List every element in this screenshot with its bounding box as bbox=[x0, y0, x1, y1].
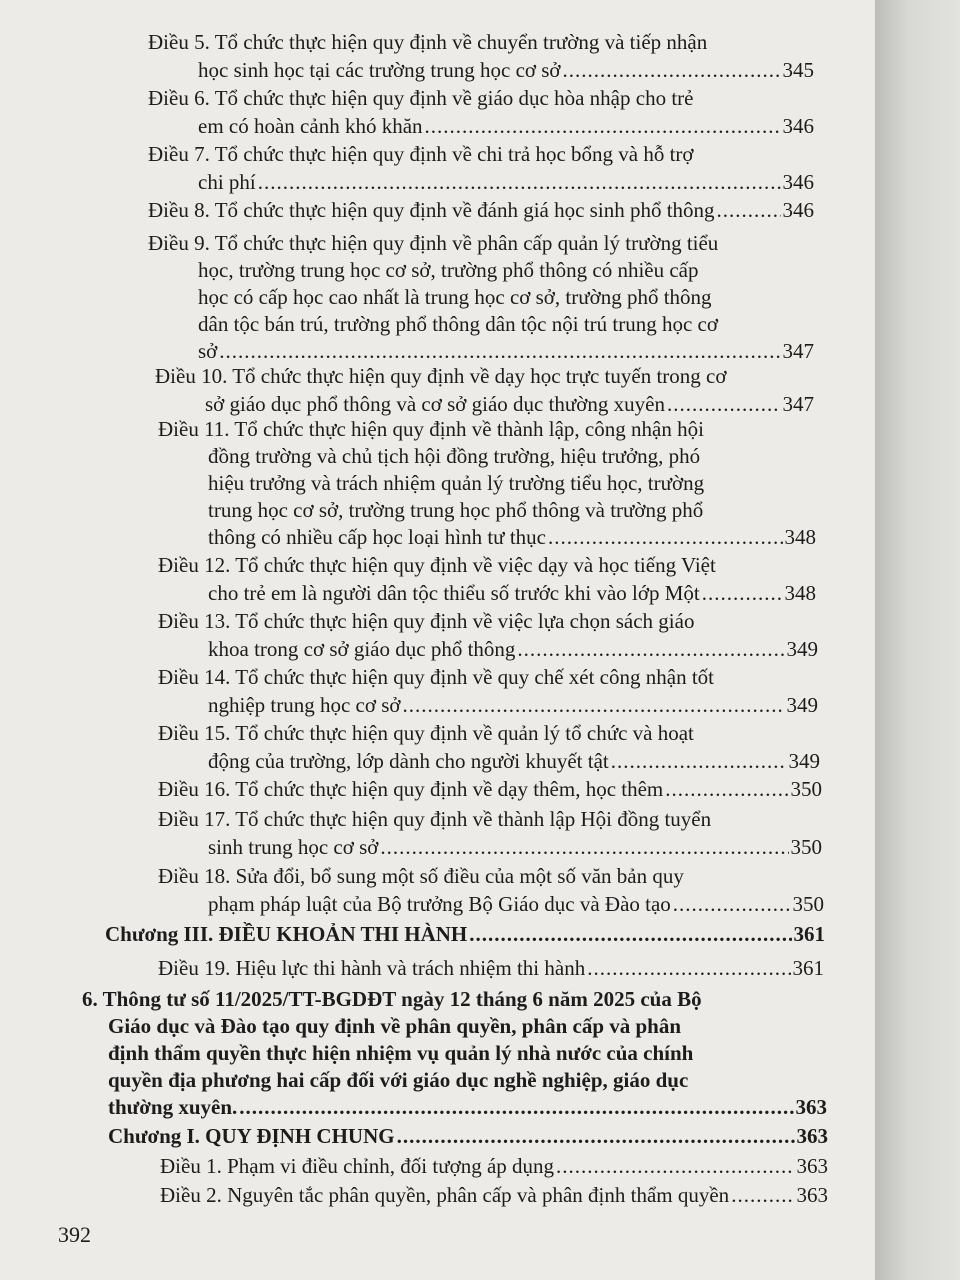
dot-leader bbox=[517, 635, 784, 663]
toc-entry-dieu-10 bbox=[155, 362, 814, 418]
page-ref: 361 bbox=[793, 922, 825, 946]
entry-line: Điều 16. Tổ chức thực hiện quy định về dạy thêm, học thêm bbox=[158, 777, 664, 801]
entry-line: Điều 13. Tổ chức thực hiện quy định về việc lựa chọn sách giáo bbox=[158, 609, 695, 633]
dot-leader bbox=[397, 1122, 795, 1150]
dot-leader bbox=[563, 56, 781, 84]
toc-entry-dieu-1 bbox=[160, 1152, 828, 1180]
entry-line: học có cấp học cao nhất là trung học cơ sở, trường phổ thông bbox=[198, 285, 712, 309]
entry-line: Điều 15. Tổ chức thực hiện quy định về quản lý tổ chức và hoạt bbox=[158, 721, 694, 745]
entry-line: Điều 11. Tổ chức thực hiện quy định về thành lập, công nhận hội bbox=[158, 417, 704, 441]
dot-leader bbox=[258, 168, 781, 196]
page-ref: 347 bbox=[782, 392, 814, 416]
toc-entry-dieu-6 bbox=[148, 84, 814, 140]
toc-entry-dieu-17 bbox=[158, 805, 822, 861]
dot-leader bbox=[717, 196, 781, 224]
toc-entry-dieu-2 bbox=[160, 1181, 828, 1209]
page-ref: 348 bbox=[784, 581, 816, 605]
entry-line: 6. Thông tư số 11/2025/TT-BGDĐT ngày 12 tháng 6 năm 2025 của Bộ bbox=[82, 987, 702, 1011]
page-ref: 363 bbox=[796, 1124, 828, 1148]
entry-line: Giáo dục và Đào tạo quy định về phân quyền, phân cấp và phân bbox=[108, 1014, 682, 1038]
dot-leader bbox=[731, 1181, 794, 1209]
next-page-edge bbox=[875, 0, 960, 1280]
entry-line: Chương I. QUY ĐỊNH CHUNG bbox=[108, 1124, 395, 1148]
entry-line: phạm pháp luật của Bộ trưởng Bộ Giáo dục và Đào tạo bbox=[208, 892, 671, 916]
toc-entry-dieu-7 bbox=[148, 140, 814, 196]
entry-line: Điều 6. Tổ chức thực hiện quy định về giáo dục hòa nhập cho trẻ bbox=[148, 86, 694, 110]
page-ref: 349 bbox=[786, 693, 818, 717]
entry-line: định thẩm quyền thực hiện nhiệm vụ quản lý nhà nước của chính bbox=[108, 1041, 694, 1065]
entry-line: thông có nhiều cấp học loại hình tư thục bbox=[208, 525, 546, 549]
entry-line: sở giáo dục phổ thông và cơ sở giáo dục thường xuyên bbox=[205, 392, 665, 416]
toc-entry-dieu-11 bbox=[158, 416, 816, 551]
dot-leader bbox=[611, 747, 787, 775]
dot-leader bbox=[587, 954, 790, 982]
page-ref: 350 bbox=[790, 835, 822, 859]
dot-leader bbox=[469, 920, 791, 948]
entry-line: động của trường, lớp dành cho người khuyết tật bbox=[208, 749, 609, 773]
page-ref: 346 bbox=[782, 114, 814, 138]
page-ref: 346 bbox=[782, 198, 814, 222]
entry-line: học sinh học tại các trường trung học cơ sở bbox=[198, 58, 561, 82]
page-number: 392 bbox=[58, 1222, 91, 1247]
dot-leader bbox=[548, 524, 783, 551]
entry-line: Điều 19. Hiệu lực thi hành và trách nhiệm thi hành bbox=[158, 956, 586, 980]
entry-line: hiệu trưởng và trách nhiệm quản lý trường tiểu học, trường bbox=[208, 471, 705, 495]
dot-leader bbox=[665, 775, 788, 803]
page-ref: 347 bbox=[782, 339, 814, 363]
page-ref: 346 bbox=[782, 170, 814, 194]
entry-line: Điều 18. Sửa đổi, bổ sung một số điều của một số văn bản quy bbox=[158, 864, 684, 888]
entry-line: Điều 10. Tổ chức thực hiện quy định về dạy học trực tuyến trong cơ bbox=[155, 364, 727, 388]
toc-entry-dieu-9 bbox=[148, 230, 814, 365]
dot-leader bbox=[219, 338, 780, 365]
dot-leader bbox=[239, 1094, 793, 1121]
entry-line: Điều 5. Tổ chức thực hiện quy định về chuyển trường và tiếp nhận bbox=[148, 30, 708, 54]
page-ref: 361 bbox=[792, 956, 824, 980]
entry-line: Điều 9. Tổ chức thực hiện quy định về phân cấp quản lý trường tiểu bbox=[148, 231, 719, 255]
page-ref: 350 bbox=[790, 777, 822, 801]
dot-leader bbox=[556, 1152, 794, 1180]
toc-entry-dieu-5 bbox=[148, 28, 814, 84]
dot-leader bbox=[702, 579, 783, 607]
entry-line: quyền địa phương hai cấp đối với giáo dục nghề nghiệp, giáo dục bbox=[108, 1068, 689, 1092]
dot-leader bbox=[425, 112, 781, 140]
toc-chapter-i bbox=[108, 1122, 828, 1150]
entry-line: em có hoàn cảnh khó khăn bbox=[198, 114, 423, 138]
entry-line: Điều 14. Tổ chức thực hiện quy định về quy chế xét công nhận tốt bbox=[158, 665, 714, 689]
entry-line: khoa trong cơ sở giáo dục phổ thông bbox=[208, 637, 516, 661]
entry-line: nghiệp trung học cơ sở bbox=[208, 693, 401, 717]
dot-leader bbox=[380, 833, 788, 861]
toc-entry-dieu-18 bbox=[158, 862, 824, 918]
toc-entry-dieu-16 bbox=[158, 775, 822, 803]
toc-document-6 bbox=[82, 986, 827, 1121]
dot-leader bbox=[673, 890, 791, 918]
page-ref: 349 bbox=[788, 749, 820, 773]
entry-line: cho trẻ em là người dân tộc thiểu số trước khi vào lớp Một bbox=[208, 581, 700, 605]
entry-line: Chương III. ĐIỀU KHOẢN THI HÀNH bbox=[105, 922, 468, 946]
dot-leader bbox=[667, 390, 781, 418]
entry-line: Điều 8. Tổ chức thực hiện quy định về đánh giá học sinh phổ thông bbox=[148, 198, 715, 222]
page-ref: 348 bbox=[784, 525, 816, 549]
entry-line: Điều 1. Phạm vi điều chỉnh, đối tượng áp dụng bbox=[160, 1154, 555, 1178]
page-ref: 363 bbox=[796, 1183, 828, 1207]
page-ref: 349 bbox=[786, 637, 818, 661]
page-ref: 363 bbox=[796, 1154, 828, 1178]
toc-entry-dieu-19 bbox=[158, 954, 824, 982]
entry-line: Điều 17. Tổ chức thực hiện quy định về thành lập Hội đồng tuyển bbox=[158, 807, 712, 831]
toc-entry-dieu-14 bbox=[158, 663, 818, 719]
page-ref: 350 bbox=[792, 892, 824, 916]
entry-line: trung học cơ sở, trường trung học phổ thông và trường phổ bbox=[208, 498, 704, 522]
entry-line: đồng trường và chủ tịch hội đồng trường, hiệu trưởng, phó bbox=[208, 444, 701, 468]
entry-line: học, trường trung học cơ sở, trường phổ thông có nhiều cấp bbox=[198, 258, 699, 282]
entry-line: Điều 12. Tổ chức thực hiện quy định về việc dạy và học tiếng Việt bbox=[158, 553, 716, 577]
toc-entry-dieu-13 bbox=[158, 607, 818, 663]
entry-line: sinh trung học cơ sở bbox=[208, 835, 379, 859]
page-ref: 345 bbox=[782, 58, 814, 82]
page-ref: 363 bbox=[795, 1095, 827, 1119]
entry-line: Điều 2. Nguyên tắc phân quyền, phân cấp và phân định thẩm quyền bbox=[160, 1183, 730, 1207]
entry-line: dân tộc bán trú, trường phổ thông dân tộc nội trú trung học cơ bbox=[198, 312, 718, 336]
entry-line: thường xuyên. bbox=[108, 1095, 238, 1119]
entry-line: Điều 7. Tổ chức thực hiện quy định về chi trả học bổng và hỗ trợ bbox=[148, 142, 694, 166]
entry-line: sở bbox=[198, 339, 218, 363]
toc-entry-dieu-8 bbox=[148, 196, 814, 224]
dot-leader bbox=[403, 691, 785, 719]
toc-entry-dieu-12 bbox=[158, 551, 816, 607]
toc-entry-dieu-15 bbox=[158, 719, 820, 775]
toc-chapter-iii bbox=[105, 920, 825, 948]
entry-line: chi phí bbox=[198, 170, 256, 194]
